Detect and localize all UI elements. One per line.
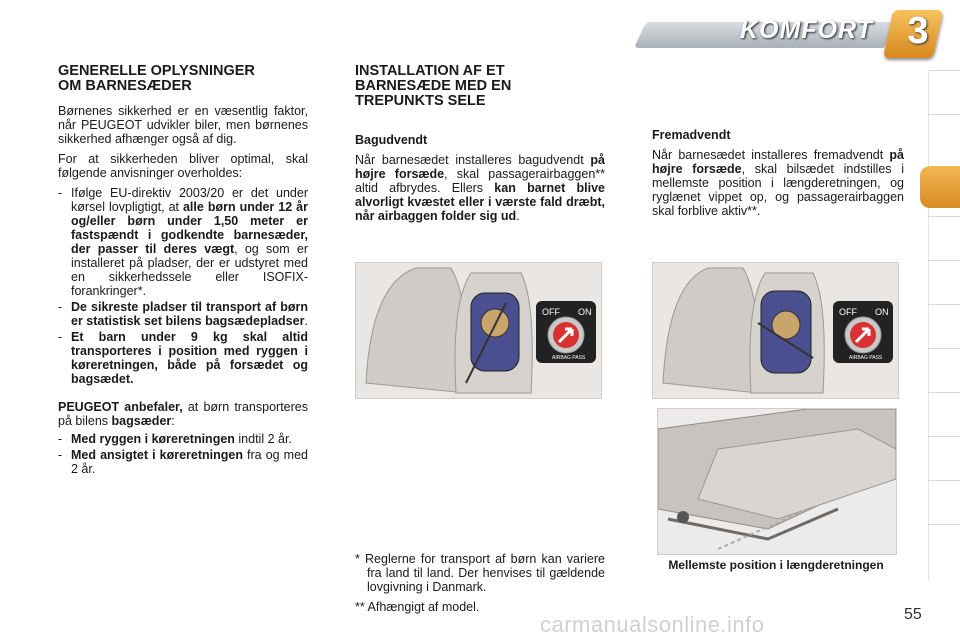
- airbag-on-label: ON: [875, 307, 889, 317]
- chapter-tab-1[interactable]: [928, 70, 960, 113]
- watermark: carmanualsonline.info: [540, 612, 765, 637]
- airbag-pass-label: AIRBAG PASS: [552, 355, 586, 361]
- rear-facing-paragraph: Når barnesædet installeres bagudvendt på højre forsæde, skal passagerairbaggen** altid afbrydes. Ellers kan barnet blive alvorligt kvæstet eller i værste fald dræbt, når airbaggen folder sig ud.: [355, 153, 606, 223]
- chapter-tab-9[interactable]: [928, 436, 960, 479]
- chapter-tab-10[interactable]: [928, 480, 960, 523]
- page-number: 55: [904, 606, 922, 623]
- list-item: - Ifølge EU-direktiv 2003/20 er det under kørsel lovpligtigt, at alle børn under 12 år og/eller børn under 1,50 meter er fastspændt i godkendte barnesæder, der passer til deres vægt, og som er installeret på pladser, der er udstyret med en sikkerhedssele eller ISOFIX-forankringer*.: [58, 186, 308, 298]
- list-item: - De sikreste pladser til transport af børn er statistisk set bilens bagsædepladser.: [58, 300, 308, 328]
- chapter-tab-11[interactable]: [928, 524, 960, 567]
- chapter-tab-2[interactable]: [928, 114, 960, 157]
- chapter-tabs: [928, 70, 960, 580]
- column-forward-facing: [652, 128, 904, 224]
- chapter-tab-6[interactable]: [928, 304, 960, 347]
- car-interior-forward-facing: [653, 263, 898, 398]
- chapter-tab-5[interactable]: [928, 260, 960, 303]
- seat-rail-drawing: [658, 409, 896, 554]
- guidelines-paragraph: For at sikkerheden bliver optimal, skal følgende anvisninger overholdes:: [58, 152, 308, 180]
- forward-facing-illustration: [652, 262, 899, 399]
- section-title: KOMFORT: [740, 16, 873, 44]
- car-interior-rear-facing: [356, 263, 601, 398]
- footnote-2: ** Afhængigt af model.: [355, 600, 480, 614]
- footnote-1: * Reglerne for transport af børn kan variere fra land til land. Der henvises til gældende lovgivning i Danmark.: [355, 552, 605, 594]
- footnotes: [355, 552, 605, 620]
- chapter-tab-3-active[interactable]: [920, 166, 960, 208]
- list-item: - Med ryggen i køreretningen indtil 2 år.: [58, 432, 292, 446]
- rear-facing-illustration: [355, 262, 602, 399]
- forward-facing-subheading: Fremadvendt: [652, 128, 731, 142]
- airbag-on-label: ON: [578, 307, 592, 317]
- seat-position-illustration: [657, 408, 897, 555]
- list-item: - Et barn under 9 kg skal altid transporteres i position med ryggen i køreretningen, både på forsædet og bagsædet.: [58, 330, 308, 386]
- recommendation-paragraph: PEUGEOT anbefaler, at børn transporteres på bilens bagsæder:: [58, 400, 308, 428]
- chapter-tab-7[interactable]: [928, 348, 960, 391]
- airbag-off-label: OFF: [839, 307, 857, 317]
- list-item: - Med ansigtet i køreretningen fra og med 2 år.: [58, 448, 308, 476]
- rear-facing-subheading: Bagudvendt: [355, 133, 428, 147]
- forward-facing-paragraph: Når barnesædet installeres fremadvendt på højre forsæde, skal bilsædet indstilles i mellemste position i længderetningen, og ryglænet vippet op, og passagerairbaggen skal forblive aktiv**.: [652, 148, 904, 218]
- page-header: [0, 0, 960, 60]
- intro-paragraph: Børnenes sikkerhed er en væsentlig faktor, når PEUGEOT udvikler biler, men børnenes sikkerhed afhænger også af dig.: [58, 104, 308, 146]
- airbag-off-label: OFF: [542, 307, 560, 317]
- column-installation: [355, 64, 605, 229]
- installation-heading: INSTALLATION AF ET BARNESÆDE MED EN TREPUNKTS SELE: [355, 63, 512, 109]
- chapter-number: 3: [907, 10, 929, 52]
- general-heading: GENERELLE OPLYSNINGER OM BARNESÆDER: [58, 63, 255, 94]
- airbag-pass-label: AIRBAG PASS: [849, 355, 883, 361]
- chapter-tab-4[interactable]: [928, 216, 960, 259]
- chapter-tab-8[interactable]: [928, 392, 960, 435]
- seat-position-caption: Mellemste position i længderetningen: [668, 558, 884, 572]
- column-general-info: [58, 64, 308, 478]
